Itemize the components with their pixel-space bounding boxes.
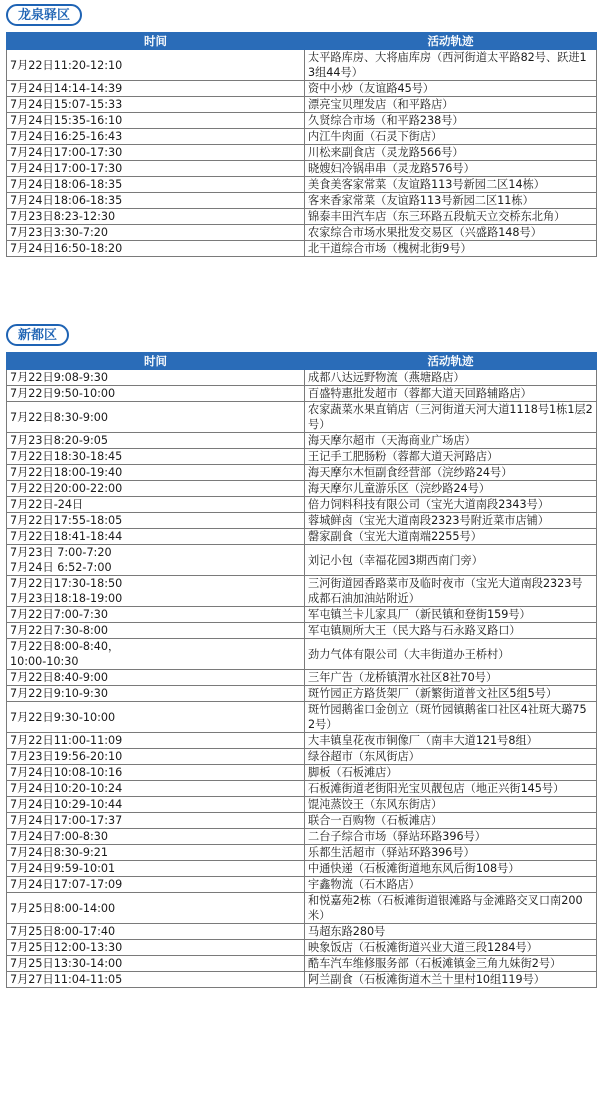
table-header-row	[7, 33, 597, 50]
place-cell: 海天摩尔木恒副食经营部（浣纱路24号）	[305, 465, 597, 481]
table-row	[7, 529, 597, 545]
table-row	[7, 702, 597, 733]
time-cell: 7月24日15:35-16:10	[7, 113, 305, 129]
column-header-track: 活动轨迹	[305, 353, 597, 370]
table-row	[7, 241, 597, 257]
time-cell: 7月24日15:07-15:33	[7, 97, 305, 113]
place-cell: 馄沌蒸饺王（东风东街店）	[305, 797, 597, 813]
time-cell: 7月22日8:00-8:40， 10:00-10:30	[7, 639, 305, 670]
activity-table	[6, 32, 597, 257]
place-cell: 成都八达远野物流（燕塘路店）	[305, 370, 597, 386]
table-row	[7, 513, 597, 529]
place-cell: 百盛特惠批发超市（蓉都大道天回路辅路店）	[305, 386, 597, 402]
place-cell: 脚板（石板滩店）	[305, 765, 597, 781]
time-cell: 7月24日10:29-10:44	[7, 797, 305, 813]
place-cell: 王记手工肥肠粉（蓉都大道天河路店）	[305, 449, 597, 465]
table-row	[7, 749, 597, 765]
place-cell: 斑竹园鹅雀口金创立（斑竹园镇鹅雀口社区4社斑大璐752号）	[305, 702, 597, 733]
table-row	[7, 893, 597, 924]
place-cell: 军屯镇厕所大王（民大路与石永路叉路口）	[305, 623, 597, 639]
time-cell: 7月25日8:00-14:00	[7, 893, 305, 924]
time-cell: 7月27日11:04-11:05	[7, 972, 305, 988]
time-cell: 7月22日8:40-9:00	[7, 670, 305, 686]
table-body	[7, 370, 597, 988]
place-cell: 倍力饲料科技有限公司（宝光大道南段2343号）	[305, 497, 597, 513]
table-row	[7, 956, 597, 972]
table-row	[7, 433, 597, 449]
table-row	[7, 623, 597, 639]
time-cell: 7月22日18:00-19:40	[7, 465, 305, 481]
time-cell: 7月23日8:20-9:05	[7, 433, 305, 449]
place-cell: 乐都生活超市（驿站环路396号）	[305, 845, 597, 861]
table-row	[7, 765, 597, 781]
place-cell: 农家综合市场水果批发交易区（兴盛路148号）	[305, 225, 597, 241]
table-row	[7, 607, 597, 623]
section-title: 新都区	[6, 324, 69, 346]
time-cell: 7月22日8:30-9:00	[7, 402, 305, 433]
time-cell: 7月22日7:00-7:30	[7, 607, 305, 623]
time-cell: 7月24日9:59-10:01	[7, 861, 305, 877]
place-cell: 联合一百购物（石板滩店）	[305, 813, 597, 829]
time-cell: 7月22日11:00-11:09	[7, 733, 305, 749]
table-row	[7, 97, 597, 113]
table-row	[7, 972, 597, 988]
time-cell: 7月23日19:56-20:10	[7, 749, 305, 765]
time-cell: 7月24日17:00-17:37	[7, 813, 305, 829]
time-cell: 7月22日9:50-10:00	[7, 386, 305, 402]
place-cell: 石板滩街道老街阳光宝贝靓包店（地正兴街145号）	[305, 781, 597, 797]
place-cell: 罄家副食（宝光大道南端2255号）	[305, 529, 597, 545]
place-cell: 中通快递（石板滩街道地东风后街108号）	[305, 861, 597, 877]
time-cell: 7月24日7:00-8:30	[7, 829, 305, 845]
table-row	[7, 639, 597, 670]
table-row	[7, 161, 597, 177]
table-row	[7, 670, 597, 686]
table-row	[7, 209, 597, 225]
place-cell: 锦泰丰田汽车店（东三环路五段航天立交桥东北角）	[305, 209, 597, 225]
place-cell: 海天摩尔儿童游乐区（浣纱路24号）	[305, 481, 597, 497]
place-cell: 二台子综合市场（驿站环路396号）	[305, 829, 597, 845]
place-cell: 阿兰副食（石板滩街道木兰十里村10组119号）	[305, 972, 597, 988]
time-cell: 7月24日17:07-17:09	[7, 877, 305, 893]
table-row	[7, 225, 597, 241]
place-cell: 刘记小包（幸福花园3期西南门旁）	[305, 545, 597, 576]
time-cell: 7月22日7:30-8:00	[7, 623, 305, 639]
table-body	[7, 50, 597, 257]
time-cell: 7月24日16:25-16:43	[7, 129, 305, 145]
time-cell: 7月22日17:30-18:50 7月23日18:18-19:00	[7, 576, 305, 607]
place-cell: 太平路库房、大将庙库房（西河街道太平路82号、跃进13组44号）	[305, 50, 597, 81]
place-cell: 斑竹园正方路货架厂（新繁街道普文社区5组5号）	[305, 686, 597, 702]
time-cell: 7月22日11:20-12:10	[7, 50, 305, 81]
activity-table	[6, 352, 597, 988]
time-cell: 7月24日8:30-9:21	[7, 845, 305, 861]
place-cell: 内江牛肉面（石灵下街店）	[305, 129, 597, 145]
table-row	[7, 733, 597, 749]
time-cell: 7月24日10:08-10:16	[7, 765, 305, 781]
place-cell: 久贤综合市场（和平路238号）	[305, 113, 597, 129]
place-cell: 马超东路280号	[305, 924, 597, 940]
time-cell: 7月22日18:41-18:44	[7, 529, 305, 545]
time-cell: 7月22日9:08-9:30	[7, 370, 305, 386]
time-cell: 7月22日-24日	[7, 497, 305, 513]
time-cell: 7月22日9:30-10:00	[7, 702, 305, 733]
table-row	[7, 386, 597, 402]
place-cell: 和悦嘉苑2栋（石板滩街道银滩路与金滩路交叉口南200米）	[305, 893, 597, 924]
place-cell: 军屯镇兰卡儿家具厂（新民镇和登街159号）	[305, 607, 597, 623]
table-row	[7, 370, 597, 386]
place-cell: 农家蔬菜水果直销店（三河街道天河大道1118号1栋1层2号）	[305, 402, 597, 433]
place-cell: 三年广告（龙桥镇渭水社区8社70号）	[305, 670, 597, 686]
table-header-row	[7, 353, 597, 370]
place-cell: 大丰镇皇花夜市铜像厂（南丰大道121号8组）	[305, 733, 597, 749]
column-header-time: 时间	[7, 353, 305, 370]
table-row	[7, 465, 597, 481]
table-row	[7, 686, 597, 702]
place-cell: 晓嫂妇冷锅串串（灵龙路576号）	[305, 161, 597, 177]
time-cell: 7月22日17:55-18:05	[7, 513, 305, 529]
time-cell: 7月24日17:00-17:30	[7, 161, 305, 177]
time-cell: 7月22日18:30-18:45	[7, 449, 305, 465]
table-row	[7, 481, 597, 497]
time-cell: 7月24日10:20-10:24	[7, 781, 305, 797]
time-cell: 7月24日18:06-18:35	[7, 177, 305, 193]
place-cell: 漂亮宝贝理发店（和平路店）	[305, 97, 597, 113]
place-cell: 川松来副食店（灵龙路566号）	[305, 145, 597, 161]
table-row	[7, 402, 597, 433]
section-title: 龙泉驿区	[6, 4, 82, 26]
table-row	[7, 449, 597, 465]
table-row	[7, 829, 597, 845]
column-header-time: 时间	[7, 33, 305, 50]
time-cell: 7月24日18:06-18:35	[7, 193, 305, 209]
table-row	[7, 877, 597, 893]
time-cell: 7月23日8:23-12:30	[7, 209, 305, 225]
place-cell: 北干道综合市场（槐树北街9号）	[305, 241, 597, 257]
column-header-track: 活动轨迹	[305, 33, 597, 50]
time-cell: 7月24日14:14-14:39	[7, 81, 305, 97]
place-cell: 映象饭店（石板滩街道兴业大道三段1284号）	[305, 940, 597, 956]
table-row	[7, 797, 597, 813]
table-row	[7, 781, 597, 797]
time-cell: 7月22日20:00-22:00	[7, 481, 305, 497]
table-row	[7, 845, 597, 861]
table-row	[7, 576, 597, 607]
place-cell: 绿谷超市（东风街店）	[305, 749, 597, 765]
table-row	[7, 145, 597, 161]
time-cell: 7月22日9:10-9:30	[7, 686, 305, 702]
time-cell: 7月24日16:50-18:20	[7, 241, 305, 257]
table-row	[7, 813, 597, 829]
table-row	[7, 113, 597, 129]
time-cell: 7月23日3:30-7:20	[7, 225, 305, 241]
section-longquanyi	[6, 4, 596, 257]
table-row	[7, 545, 597, 576]
table-row	[7, 129, 597, 145]
table-row	[7, 940, 597, 956]
table-row	[7, 924, 597, 940]
table-row	[7, 497, 597, 513]
place-cell: 客来香家常菜（友谊路113号新园二区11栋）	[305, 193, 597, 209]
place-cell: 海天摩尔超市（天海商业广场店）	[305, 433, 597, 449]
place-cell: 蓉城鲜卤（宝光大道南段2323号附近菜市店铺）	[305, 513, 597, 529]
time-cell: 7月25日12:00-13:30	[7, 940, 305, 956]
time-cell: 7月23日 7:00-7:20 7月24日 6:52-7:00	[7, 545, 305, 576]
place-cell: 宇鑫物流（石木路店）	[305, 877, 597, 893]
place-cell: 三河街道园香路菜市及临时夜市（宝光大道南段2323号成都石油加油站附近）	[305, 576, 597, 607]
place-cell: 酷车汽车维修服务部（石板滩镇金三角九妹街2号）	[305, 956, 597, 972]
section-xindu	[6, 324, 596, 988]
place-cell: 资中小炒（友谊路45号）	[305, 81, 597, 97]
time-cell: 7月24日17:00-17:30	[7, 145, 305, 161]
table-row	[7, 50, 597, 81]
table-row	[7, 177, 597, 193]
table-row	[7, 81, 597, 97]
table-row	[7, 193, 597, 209]
time-cell: 7月25日13:30-14:00	[7, 956, 305, 972]
time-cell: 7月25日8:00-17:40	[7, 924, 305, 940]
table-row	[7, 861, 597, 877]
place-cell: 美食美客家常菜（友谊路113号新园二区14栋）	[305, 177, 597, 193]
place-cell: 劲力气体有限公司（大丰街道办王桥村）	[305, 639, 597, 670]
